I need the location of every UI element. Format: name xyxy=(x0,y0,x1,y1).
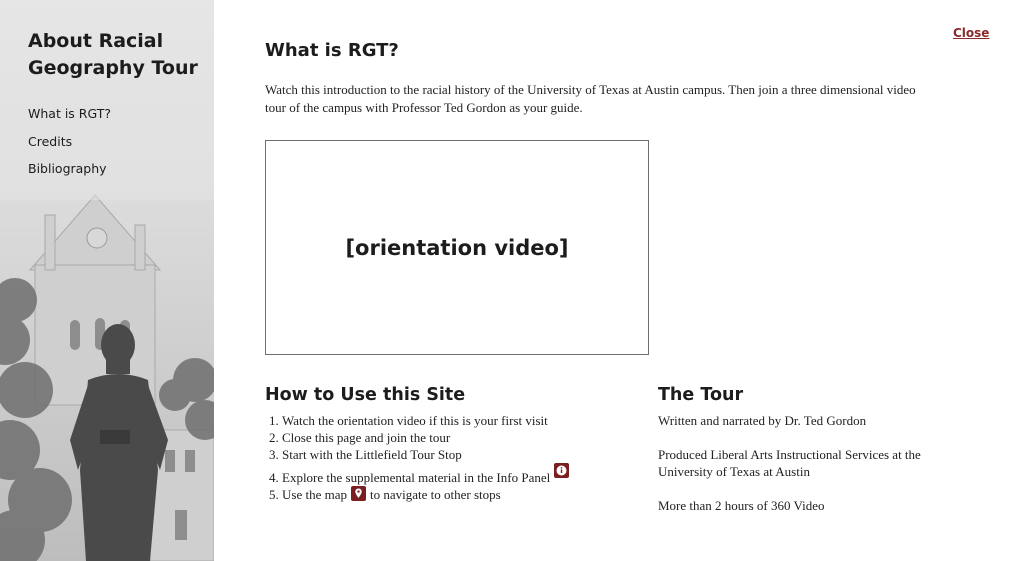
howto-heading: How to Use this Site xyxy=(265,385,466,405)
intro-text: Watch this introduction to the racial history of the University of Texas at Austin campus. Then join a three dimensional video tour of the campus with Professor Ted Gordon as your guide. xyxy=(265,82,916,115)
video-placeholder-label: [orientation video] xyxy=(345,235,569,260)
tour-info xyxy=(658,412,948,531)
page-title: What is RGT? xyxy=(265,40,399,61)
list-item: 4. Explore the supplemental material in the Info Panel xyxy=(282,463,573,486)
sidebar-item-credits[interactable]: Credits xyxy=(28,133,73,149)
sidebar-item-what-is-rgt[interactable]: What is RGT? xyxy=(28,106,111,121)
list-item: 1. Watch the orientation video if this is your first visit xyxy=(282,412,573,429)
info-icon xyxy=(554,463,569,478)
close-button[interactable]: Close xyxy=(953,26,990,40)
howto-steps xyxy=(265,412,573,503)
map-pin-icon xyxy=(351,486,366,501)
sidebar-title: About Racial Geography Tour xyxy=(28,30,198,79)
sidebar xyxy=(0,0,214,561)
list-item: 2. Close this page and join the tour xyxy=(282,429,573,446)
list-item: 3. Start with the Littlefield Tour Stop xyxy=(282,446,573,463)
list-item: 5. Use the map to navigate to other stops xyxy=(282,486,573,503)
tour-line: Produced Liberal Arts Instructional Services at the University of Texas at Austin xyxy=(658,447,921,479)
tour-heading: The Tour xyxy=(658,385,744,405)
sidebar-item-bibliography[interactable]: Bibliography xyxy=(28,161,107,176)
tour-line: Written and narrated by Dr. Ted Gordon xyxy=(658,413,867,428)
tour-line: More than 2 hours of 360 Video xyxy=(658,498,825,513)
sidebar-nav xyxy=(28,104,111,187)
campus-statue-photo xyxy=(0,0,214,561)
orientation-video[interactable] xyxy=(265,140,649,355)
